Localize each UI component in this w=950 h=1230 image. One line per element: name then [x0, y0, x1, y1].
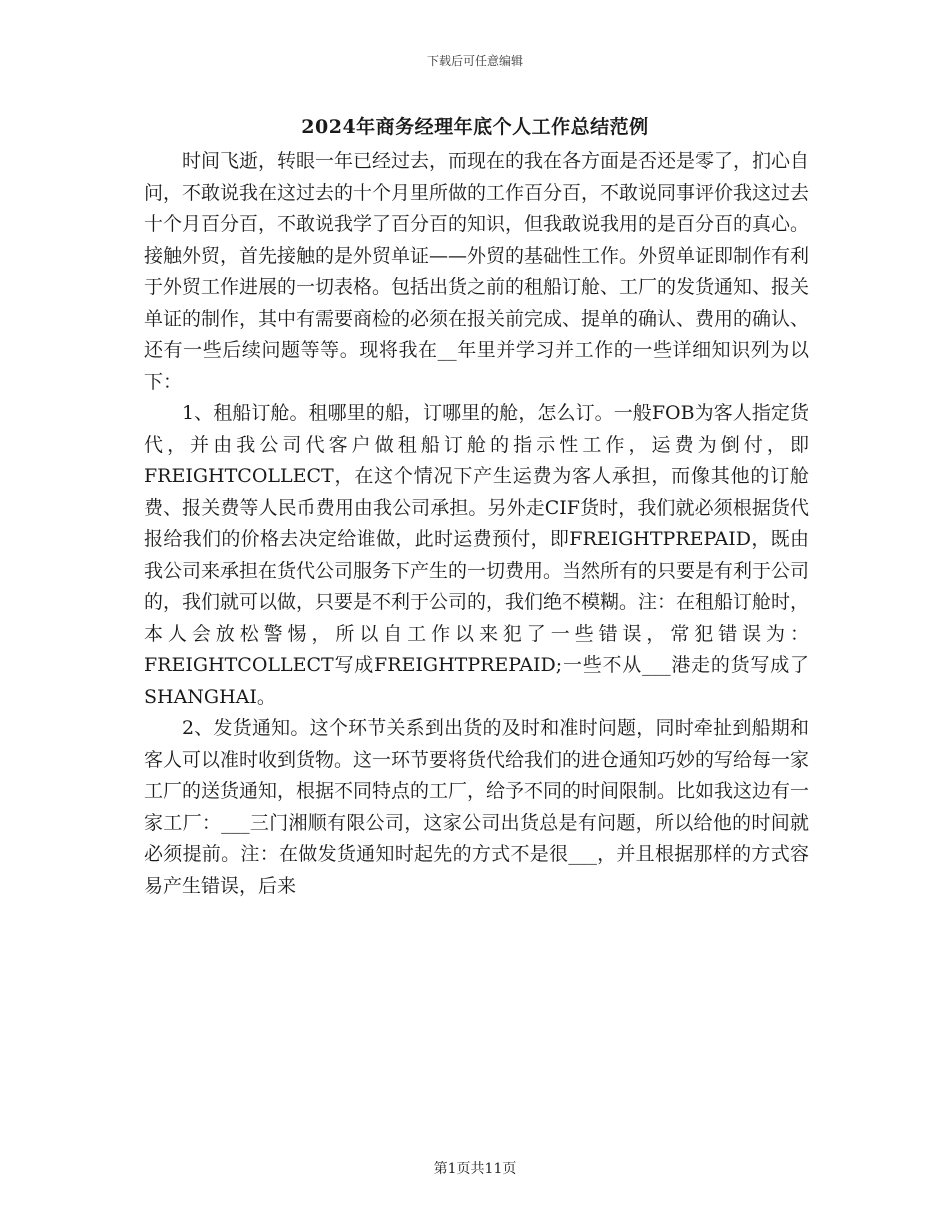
document-body: [144, 146, 809, 902]
paragraph-chartering: 1、租船订舱。租哪里的船，订哪里的舱，怎么订。一般FOB为客人指定货代，并由我公司代客户做租船订舱的指示性工作，运费为倒付，即FREIGHTCOLLECT，在这个情况下产生运费为客人承担，而像其他的订舱费、报关费等人民币费用由我公司承担。另外走CIF货时，我们就必须根据货代报给我们的价格去决定给谁做，此时运费预付，即FREIGHTPREPAID，既由我公司来承担在货代公司服务下产生的一切费用。当然所有的只要是有利于公司的，我们就可以做，只要是不利于公司的，我们绝不模糊。注：在租船订舱时，本人会放松警惕，所以自工作以来犯了一些错误，常犯错误为：FREIGHTCOLLECT写成FREIGHTPREPAID;一些不从___港走的货写成了SHANGHAI。: [144, 402, 810, 708]
paragraph-shipping-notice: 2、发货通知。这个环节关系到出货的及时和准时问题，同时牵扯到船期和客人可以准时收到货物。这一环节要将货代给我们的进仓通知巧妙的写给每一家工厂的送货通知，根据不同特点的工厂，给予不同的时间限制。比如我这边有一家工厂：___三门湘顺有限公司，这家公司出货总是有问题，所以给他的时间就必须提前。注：在做发货通知时起先的方式不是很___，并且根据那样的方式容易产生错误，后来: [144, 717, 810, 897]
document-title: 2024年商务经理年底个人工作总结范例: [301, 116, 649, 138]
page-header-note: 下载后可任意编辑: [426, 54, 523, 68]
page-number: 第1页共11页: [433, 1161, 517, 1177]
paragraph-intro: 时间飞逝，转眼一年已经过去，而现在的我在各方面是否还是零了，扪心自问，不敢说我在这过去的十个月里所做的工作百分百，不敢说同事评价我这过去十个月百分百，不敢说我学了百分百的知识，但我敢说我用的是百分百的真心。接触外贸，首先接触的是外贸单证——外贸的基础性工作。外贸单证即制作有利于外贸工作进展的一切表格。包括出货之前的租船订舱、工厂的发货通知、报关单证的制作，其中有需要商检的必须在报关前完成、提单的确认、费用的确认、还有一些后续问题等等。现将我在__年里并学习并工作的一些详细知识列为以下：: [144, 150, 810, 393]
